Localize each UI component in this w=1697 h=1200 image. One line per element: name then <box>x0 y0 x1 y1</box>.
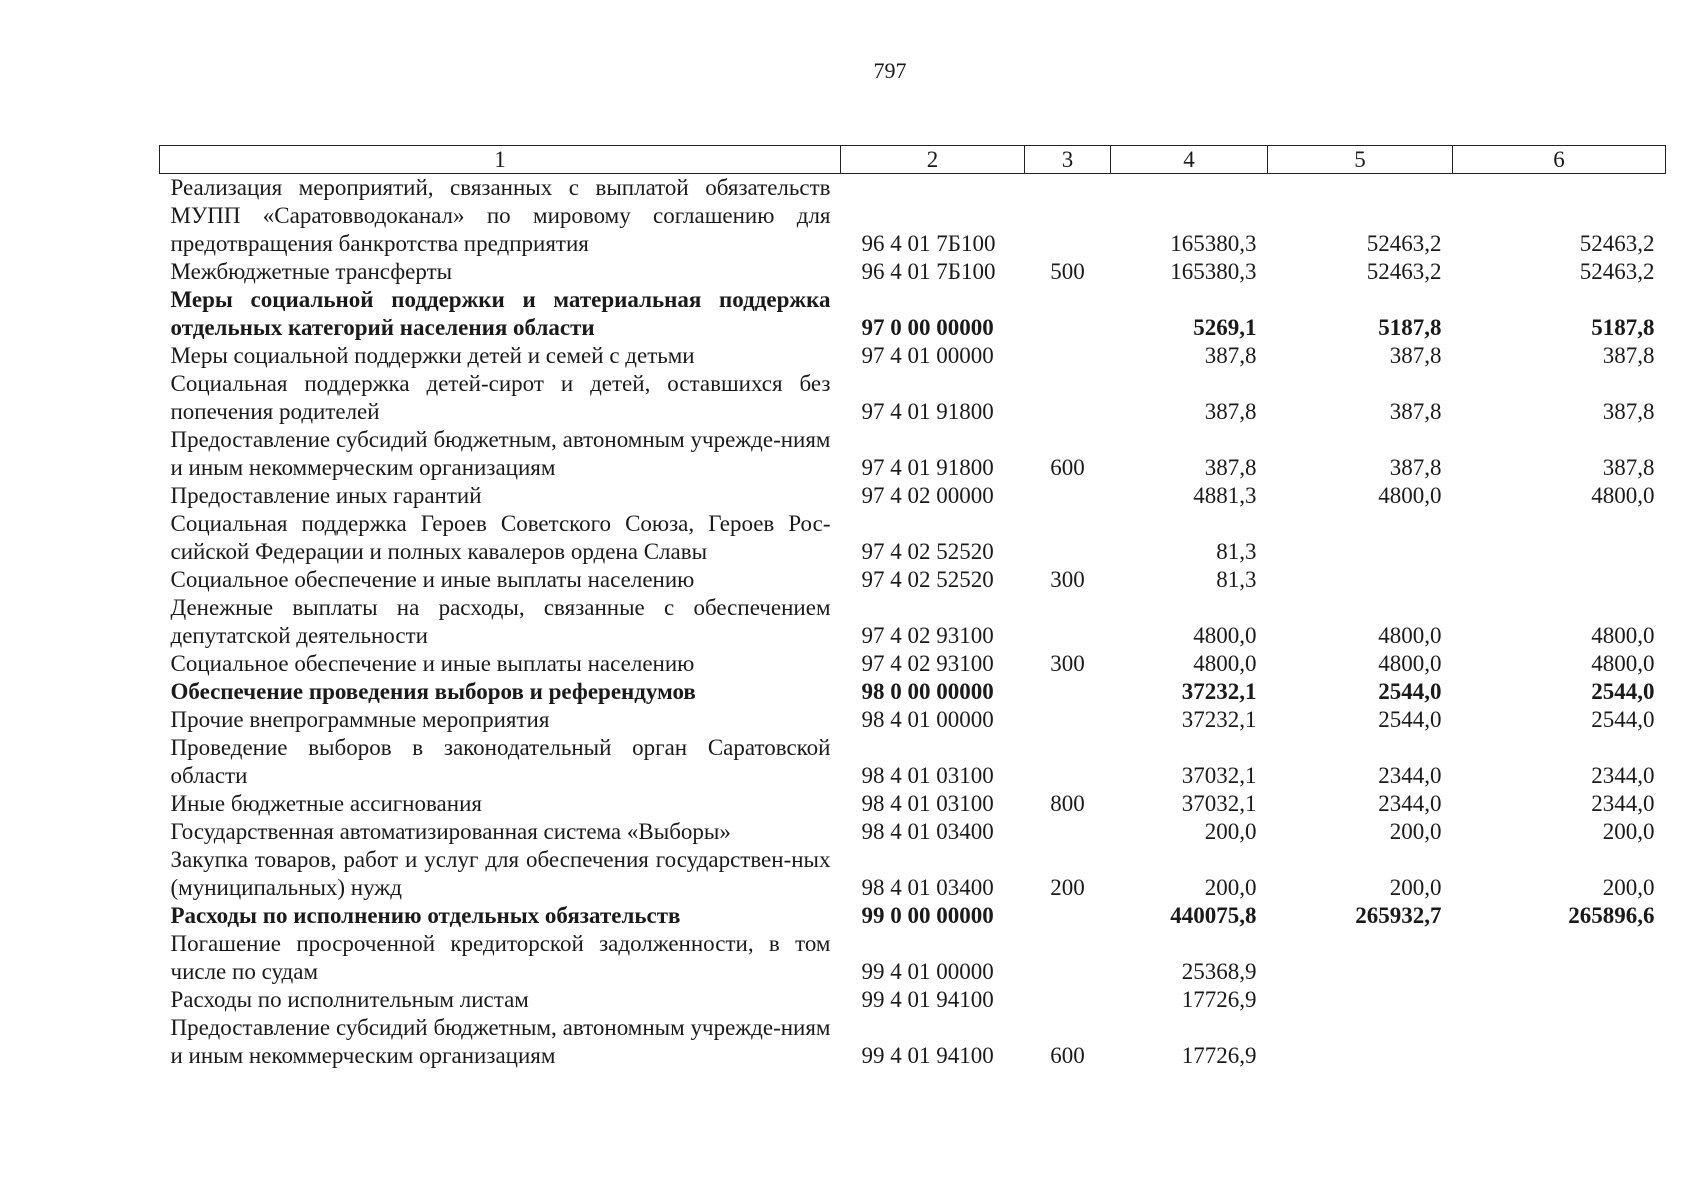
row-value-col5 <box>1268 986 1453 1014</box>
row-value-col4: 165380,3 <box>1170 259 1257 284</box>
row-value-col6 <box>1453 566 1666 594</box>
row-name: Социальная поддержка Героев Советского Союза, Героев Рос-сийской Федерации и полных кавалеров ордена Славы <box>170 511 831 564</box>
row-name: Государственная автоматизированная система «Выборы» <box>170 819 731 844</box>
row-code: 97 0 00 00000 <box>861 315 994 340</box>
row-value-col4: 387,8 <box>1204 455 1257 480</box>
table-row <box>160 342 1666 370</box>
row-expense-type <box>1025 286 1111 342</box>
row-code: 97 4 02 00000 <box>861 483 994 508</box>
row-expense-type <box>1025 734 1111 790</box>
row-name: Межбюджетные трансферты <box>170 259 453 284</box>
row-value-col6: 200,0 <box>1602 819 1655 844</box>
row-name: Расходы по исполнению отдельных обязательств <box>170 903 681 928</box>
row-name: Закупка товаров, работ и услуг для обеспечения государствен-ных (муниципальных) нужд <box>170 847 831 900</box>
row-name: Предоставление субсидий бюджетным, автономным учрежде-ниям и иным некоммерческим организациям <box>170 1015 831 1068</box>
row-value-col6: 4800,0 <box>1591 623 1655 648</box>
table-row <box>160 174 1666 259</box>
row-name: Расходы по исполнительным листам <box>170 987 529 1012</box>
row-value-col5: 387,8 <box>1389 399 1442 424</box>
row-code: 98 4 01 00000 <box>861 707 994 732</box>
row-value-col4: 200,0 <box>1204 875 1257 900</box>
column-header-2: 2 <box>841 146 1025 174</box>
row-value-col6: 52463,2 <box>1579 231 1655 256</box>
row-value-col6: 2344,0 <box>1591 763 1655 788</box>
row-value-col5: 2544,0 <box>1378 679 1442 704</box>
row-code: 99 4 01 94100 <box>861 1043 994 1068</box>
row-name: Меры социальной поддержки детей и семей с детьми <box>170 343 695 368</box>
column-header-4: 4 <box>1111 146 1268 174</box>
row-name: Проведение выборов в законодательный орган Саратовской области <box>170 735 831 788</box>
row-name: Прочие внепрограммные мероприятия <box>170 707 550 732</box>
row-expense-type: 300 <box>1050 651 1085 676</box>
table-row <box>160 902 1666 930</box>
row-name: Погашение просроченной кредиторской задолженности, в том числе по судам <box>170 931 831 984</box>
row-name: Социальное обеспечение и иные выплаты населению <box>170 651 695 676</box>
table-body <box>160 174 1666 1071</box>
row-code: 97 4 01 00000 <box>861 343 994 368</box>
row-value-col5: 2344,0 <box>1378 791 1442 816</box>
row-value-col5: 387,8 <box>1389 455 1442 480</box>
row-value-col5 <box>1268 1014 1453 1070</box>
row-value-col6 <box>1453 510 1666 566</box>
table-row <box>160 678 1666 706</box>
row-expense-type <box>1025 482 1111 510</box>
row-value-col6: 387,8 <box>1602 455 1655 480</box>
row-value-col4: 17726,9 <box>1181 987 1257 1012</box>
row-value-col5: 4800,0 <box>1378 623 1442 648</box>
row-value-col4: 387,8 <box>1204 343 1257 368</box>
row-value-col4: 81,3 <box>1216 539 1257 564</box>
table-row <box>160 566 1666 594</box>
table-row <box>160 650 1666 678</box>
row-value-col6: 387,8 <box>1602 399 1655 424</box>
table-row <box>160 370 1666 426</box>
row-expense-type: 600 <box>1050 1043 1085 1068</box>
row-value-col4: 37032,1 <box>1181 791 1257 816</box>
row-value-col6: 200,0 <box>1602 875 1655 900</box>
row-expense-type <box>1025 342 1111 370</box>
page-number: 797 <box>873 58 907 83</box>
row-value-col4: 25368,9 <box>1181 959 1257 984</box>
row-expense-type: 500 <box>1050 259 1085 284</box>
row-value-col5: 2344,0 <box>1378 763 1442 788</box>
row-expense-type <box>1025 706 1111 734</box>
table-row <box>160 1014 1666 1070</box>
row-expense-type <box>1025 986 1111 1014</box>
row-expense-type <box>1025 174 1111 259</box>
row-value-col6: 2344,0 <box>1591 791 1655 816</box>
row-code: 98 4 01 03400 <box>861 819 994 844</box>
row-value-col6 <box>1453 930 1666 986</box>
row-name: Предоставление иных гарантий <box>170 483 482 508</box>
row-value-col6 <box>1453 986 1666 1014</box>
row-code: 98 4 01 03100 <box>861 763 994 788</box>
row-expense-type <box>1025 594 1111 650</box>
row-expense-type: 200 <box>1050 875 1085 900</box>
row-code: 97 4 01 91800 <box>861 455 994 480</box>
row-expense-type <box>1025 902 1111 930</box>
row-value-col4: 440075,8 <box>1170 903 1257 928</box>
table-row <box>160 818 1666 846</box>
table-row <box>160 286 1666 342</box>
row-value-col5 <box>1268 930 1453 986</box>
row-expense-type <box>1025 370 1111 426</box>
budget-table <box>159 145 1666 1070</box>
table-row <box>160 790 1666 818</box>
row-name: Предоставление субсидий бюджетным, автономным учрежде-ниям и иным некоммерческим организациям <box>170 427 831 480</box>
table-header <box>160 146 1666 174</box>
row-code: 97 4 02 93100 <box>861 623 994 648</box>
row-expense-type <box>1025 818 1111 846</box>
row-code: 99 4 01 94100 <box>861 987 994 1012</box>
row-value-col6: 4800,0 <box>1591 483 1655 508</box>
row-value-col5: 200,0 <box>1389 875 1442 900</box>
row-code: 97 4 02 52520 <box>861 567 994 592</box>
column-header-1: 1 <box>160 146 841 174</box>
row-code: 96 4 01 7Б100 <box>861 231 996 256</box>
table-row <box>160 846 1666 902</box>
row-value-col4: 17726,9 <box>1181 1043 1257 1068</box>
row-value-col6: 265896,6 <box>1568 903 1655 928</box>
row-value-col5 <box>1268 510 1453 566</box>
row-value-col6: 2544,0 <box>1591 707 1655 732</box>
row-value-col6: 52463,2 <box>1579 259 1655 284</box>
row-code: 99 0 00 00000 <box>861 903 994 928</box>
row-name: Иные бюджетные ассигнования <box>170 791 482 816</box>
row-code: 97 4 02 93100 <box>861 651 994 676</box>
row-value-col4: 37232,1 <box>1181 707 1257 732</box>
column-header-5: 5 <box>1268 146 1453 174</box>
row-code: 98 4 01 03400 <box>861 875 994 900</box>
header-row <box>160 146 1666 174</box>
row-value-col4: 37032,1 <box>1181 763 1257 788</box>
table-row <box>160 706 1666 734</box>
row-value-col5: 5187,8 <box>1378 315 1442 340</box>
row-expense-type <box>1025 678 1111 706</box>
row-value-col4: 81,3 <box>1216 567 1257 592</box>
row-value-col4: 4800,0 <box>1193 623 1257 648</box>
row-expense-type: 600 <box>1050 455 1085 480</box>
row-value-col5: 2544,0 <box>1378 707 1442 732</box>
row-code: 96 4 01 7Б100 <box>861 259 996 284</box>
row-value-col6 <box>1453 1014 1666 1070</box>
row-value-col6: 5187,8 <box>1591 315 1655 340</box>
table-row <box>160 258 1666 286</box>
row-value-col5: 4800,0 <box>1378 651 1442 676</box>
table-row <box>160 986 1666 1014</box>
table-row <box>160 510 1666 566</box>
row-value-col4: 387,8 <box>1204 399 1257 424</box>
row-value-col5: 4800,0 <box>1378 483 1442 508</box>
row-name: Реализация мероприятий, связанных с выплатой обязательств МУПП «Саратовводоканал» по мировому соглашению для предотвращения банкротства предприятия <box>170 175 831 256</box>
row-code: 97 4 02 52520 <box>861 539 994 564</box>
table-row <box>160 426 1666 482</box>
row-value-col6: 387,8 <box>1602 343 1655 368</box>
row-name: Меры социальной поддержки и материальная поддержка отдельных категорий населения области <box>170 287 831 340</box>
row-value-col5: 265932,7 <box>1355 903 1442 928</box>
row-name: Денежные выплаты на расходы, связанные с обеспечением депутатской деятельности <box>170 595 831 648</box>
row-code: 98 4 01 03100 <box>861 791 994 816</box>
row-name: Социальное обеспечение и иные выплаты населению <box>170 567 695 592</box>
row-value-col5: 52463,2 <box>1366 259 1442 284</box>
row-value-col6: 2544,0 <box>1591 679 1655 704</box>
row-value-col6: 4800,0 <box>1591 651 1655 676</box>
row-expense-type: 800 <box>1050 791 1085 816</box>
row-expense-type <box>1025 930 1111 986</box>
row-value-col5: 387,8 <box>1389 343 1442 368</box>
row-code: 98 0 00 00000 <box>861 679 994 704</box>
row-value-col4: 4800,0 <box>1193 651 1257 676</box>
row-value-col5: 200,0 <box>1389 819 1442 844</box>
row-name: Обеспечение проведения выборов и референдумов <box>170 679 696 704</box>
row-value-col4: 200,0 <box>1204 819 1257 844</box>
table-row <box>160 594 1666 650</box>
row-expense-type <box>1025 510 1111 566</box>
column-header-3: 3 <box>1025 146 1111 174</box>
row-name: Социальная поддержка детей-сирот и детей, оставшихся без попечения родителей <box>170 371 831 424</box>
column-header-6: 6 <box>1453 146 1666 174</box>
row-value-col4: 165380,3 <box>1170 231 1257 256</box>
row-value-col5 <box>1268 566 1453 594</box>
row-value-col4: 5269,1 <box>1193 315 1257 340</box>
row-value-col4: 4881,3 <box>1193 483 1257 508</box>
table-row <box>160 734 1666 790</box>
row-expense-type: 300 <box>1050 567 1085 592</box>
row-code: 99 4 01 00000 <box>861 959 994 984</box>
row-value-col4: 37232,1 <box>1181 679 1257 704</box>
table-row <box>160 930 1666 986</box>
row-value-col5: 52463,2 <box>1366 231 1442 256</box>
table-row <box>160 482 1666 510</box>
row-code: 97 4 01 91800 <box>861 399 994 424</box>
